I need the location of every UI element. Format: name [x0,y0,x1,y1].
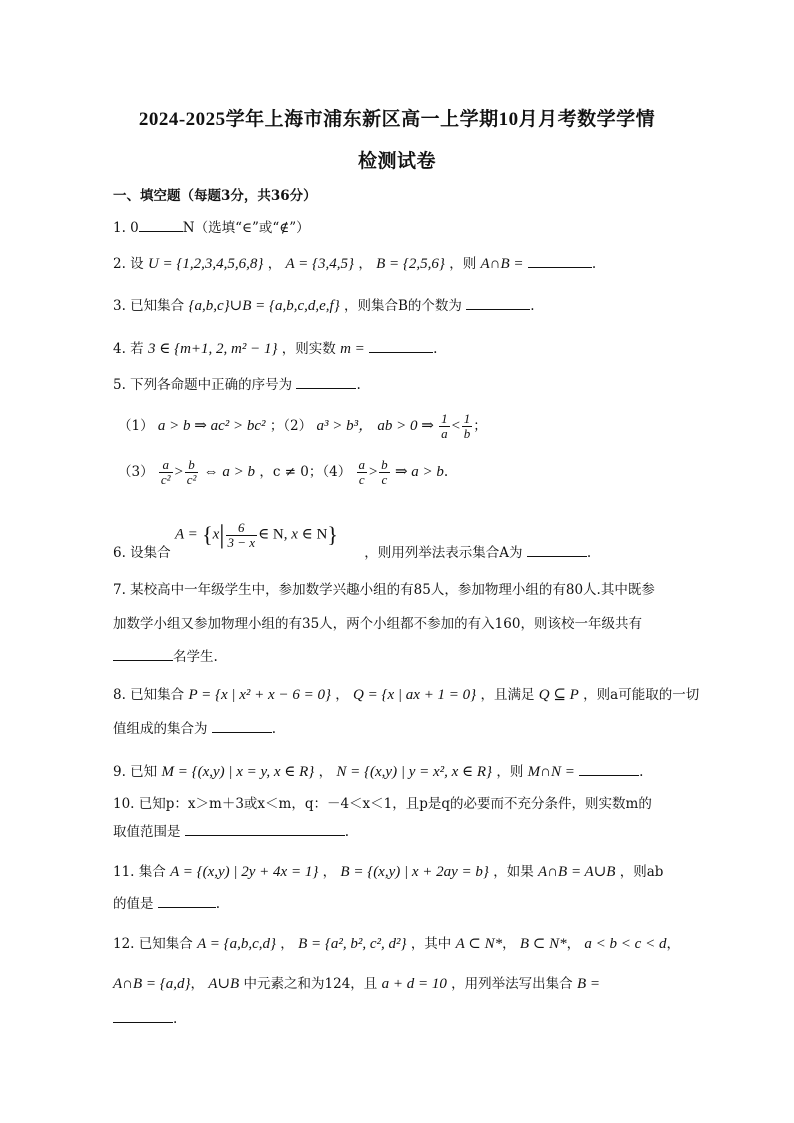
q5-option-1-label: （1） [118,418,154,434]
q6-text: ，则用列举法表示集合A为 [364,545,523,561]
q2-prefix: 2. 设 [113,256,144,272]
question-5: 5. 下列各命题中正确的序号为 . [113,373,361,393]
q8-text: ，且满足 [480,687,535,703]
q10-line2-text: 取值范围是 [113,824,181,840]
q5-option-4-label: ，c ≠ 0；（4） [259,464,352,480]
q5-text: 5. 下列各命题中正确的序号为 [113,377,293,393]
question-1 [113,216,310,236]
question-10-line2: 取值范围是 . [113,820,349,840]
q5-option-4: ⇒ a > b [394,464,444,480]
q2-set-u: U = {1,2,3,4,5,6,8} [147,256,264,272]
q3-text: ，则集合B的个数为 [344,298,462,314]
section-heading: 一、填空题（每题3分，共36分） [113,188,317,204]
q12-answer-label: B = [576,976,600,992]
question-12-line3: . [113,1008,177,1027]
q12-condition-2: B ⊂ N* [519,936,567,952]
q2-then: ，则 [449,256,477,272]
answer-blank [296,374,356,389]
answer-blank [369,338,433,353]
q12-intersection: A∩B = {a,d} [113,976,191,992]
q2-set-b: B = {2,5,6} [376,256,445,272]
q5-options-row1: （1） a > b ⇒ ac² > bc² ；（2） a³ > b³， ab > 0 ⇒ $\frac{1}{a}$ < $\frac{1}{b}$ ； [118,411,487,441]
q5-option-1: a > b ⇒ ac² > bc² [157,418,266,434]
answer-blank [527,542,587,557]
fraction: $\frac{6}{3 - x}$ [227,519,256,550]
question-7-line3 [113,645,218,665]
q5-option-2-label: ；（2） [269,418,313,434]
q4-text: ，则实数 [281,341,336,357]
exam-title-line1: 2024-2025学年上海市浦东新区高一上学期10月月考数学学情 [138,109,656,130]
answer-blank [466,295,530,310]
q9-prefix: 9. 已知 [113,764,158,780]
q4-variable: m = [340,341,365,357]
q8-text-2: ，则a可能取的一切 [583,687,700,703]
q2-set-a: A = {3,4,5} [285,256,355,272]
question-8-line2: 值组成的集合为 . [113,717,276,737]
question-6: 6. 设集合 ，则用列举法表示集合A为 . [113,541,591,561]
fraction: $\frac{b}{\text{c²}}$ [186,457,197,487]
q3-prefix: 3. 已知集合 [113,298,185,314]
q5-option-3-label: （3） [118,464,154,480]
q5-option-2b: ab > 0 ⇒ [377,418,434,434]
q12-set-b: B = {a², b², c², d²} [298,936,407,952]
q12-condition-3: a < b < c < d [584,936,667,952]
answer-blank [158,893,216,908]
answer-blank [212,718,272,733]
answer-blank [113,1008,173,1023]
fraction: $\frac{a}{\text{c²}}$ [160,457,171,487]
question-7-line2: 加数学小组又参加物理小组的有35人，两个小组都不参加的有入160，则该校一年级共有 [113,616,642,632]
fraction: $\frac{1}{b}$ [463,411,471,441]
q11-set-b: B = {(x,y) | x + 2ay = b} [340,864,489,880]
q9-text: ，则 [496,764,524,780]
q12-text-3: ，用列举法写出集合 [451,976,573,992]
q2-expression: A∩B = [480,256,524,272]
q5-option-2: a³ > b³， [316,418,374,434]
question-7-line1: 7. 某校高中一年级学生中，参加数学兴趣小组的有85人，参加物理小组的有80人.其中既参 [113,582,655,598]
fraction: $\frac{1}{a}$ [441,411,448,441]
q12-text-2: 中元素之和为124，且 [243,976,378,992]
q4-expression: 3 ∈ {m+1, 2, m² − 1} [147,341,278,357]
q7-text: 名学生. [173,649,218,665]
q6-set-definition: A = {x| $\frac{6}{3 - x}$ ∈ N, x ∈ N} [175,519,338,550]
question-11: 11. 集合 A = {(x,y) | 2y + 4x = 1} ， B = {(x,y) | x + 2ay = b} ，如果 A∩B = A∪B ，则ab [113,864,664,880]
q12-condition-1: A ⊂ N* [455,936,503,952]
q12-set-a: A = {a,b,c,d} [197,936,276,952]
q11-prefix: 11. 集合 [113,864,166,880]
question-10-line1: 10. 已知p：x＞m＋3或x＜m，q：－4＜x＜1，且p是q的必要而不充分条件，则实数m的 [113,796,652,812]
q8-line2-text: 值组成的集合为 [113,721,208,737]
question-3: 3. 已知集合 {a,b,c}∪B = {a,b,c,d,e,f} ，则集合B的个数为 . [113,294,535,315]
q12-prefix: 12. 已知集合 [113,936,193,952]
q4-prefix: 4. 若 [113,341,144,357]
q12-text: ，其中 [410,936,452,952]
q8-condition: Q ⊆ P [538,687,579,703]
question-11-line2: 的值是 . [113,892,220,912]
q11-set-a: A = {(x,y) | 2y + 4x = 1} [170,864,319,880]
q11-condition: A∩B = A∪B [538,864,616,880]
q1-text: N（选填“∈”或“∉”） [182,220,310,236]
q9-set-n: N = {(x,y) | y = x², x ∈ R} [336,764,493,780]
q8-prefix: 8. 已知集合 [113,687,185,703]
answer-blank [113,646,173,661]
question-2: 2. 设 U = {1,2,3,4,5,6,8} ， A = {3,4,5} ， B = {2,5,6} ，则 A∩B = . [113,252,596,273]
q9-set-m: M = {(x,y) | x = y, x ∈ R} [161,764,315,780]
question-12-line2: A∩B = {a,d}， A∪B 中元素之和为124，且 a + d = 10 ，用列举法写出集合 B = [113,976,600,992]
answer-blank [579,761,639,776]
answer-blank [528,253,592,268]
q5-option-3: ⇔ a > b [203,464,256,480]
q12-union: A∪B [208,976,240,992]
answer-blank [185,821,345,836]
q8-set-q: Q = {x | ax + 1 = 0} [353,687,477,703]
q6-set-name: A = [175,526,198,543]
exam-title-line2: 检测试卷 [357,151,436,172]
question-8: 8. 已知集合 P = {x | x² + x − 6 = 0} ， Q = {x | ax + 1 = 0} ，且满足 Q ⊆ P ，则a可能取的一切 [113,687,700,703]
fraction: $\frac{b}{c}$ [381,457,388,487]
q3-expression: {a,b,c}∪B = {a,b,c,d,e,f} [188,298,340,314]
q11-text: ，如果 [493,864,534,880]
q12-sum-condition: a + d = 10 [381,976,447,992]
question-4: 4. 若 3 ∈ {m+1, 2, m² − 1} ，则实数 m = . [113,337,437,358]
q11-text-2: ，则ab [619,864,664,880]
question-12: 12. 已知集合 A = {a,b,c,d} ， B = {a², b², c², d²} ，其中 A ⊂ N*， B ⊂ N*， a < b < c < d， [113,936,680,952]
fraction: $\frac{a}{c}$ [358,457,366,487]
q6-prefix: 6. 设集合 [113,545,171,561]
q8-set-p: P = {x | x² + x − 6 = 0} [188,687,331,703]
question-9: 9. 已知 M = {(x,y) | x = y, x ∈ R} ， N = {(x,y) | y = x², x ∈ R} ，则 M∩N = . [113,760,643,781]
q9-expression: M∩N = [527,764,575,780]
q1-number: 1. 0 [113,220,139,236]
q5-options-row2: （3） $\frac{a}{\text{c²}}$ > $\frac{b}{\text{c²}}$ ⇔ a > b ，c ≠ 0；（4） $\frac{a}{c}$ > $\frac{b}{c}$ ⇒ a > b. [118,457,449,487]
q11-line2-text: 的值是 [113,896,154,912]
answer-blank [139,217,183,232]
